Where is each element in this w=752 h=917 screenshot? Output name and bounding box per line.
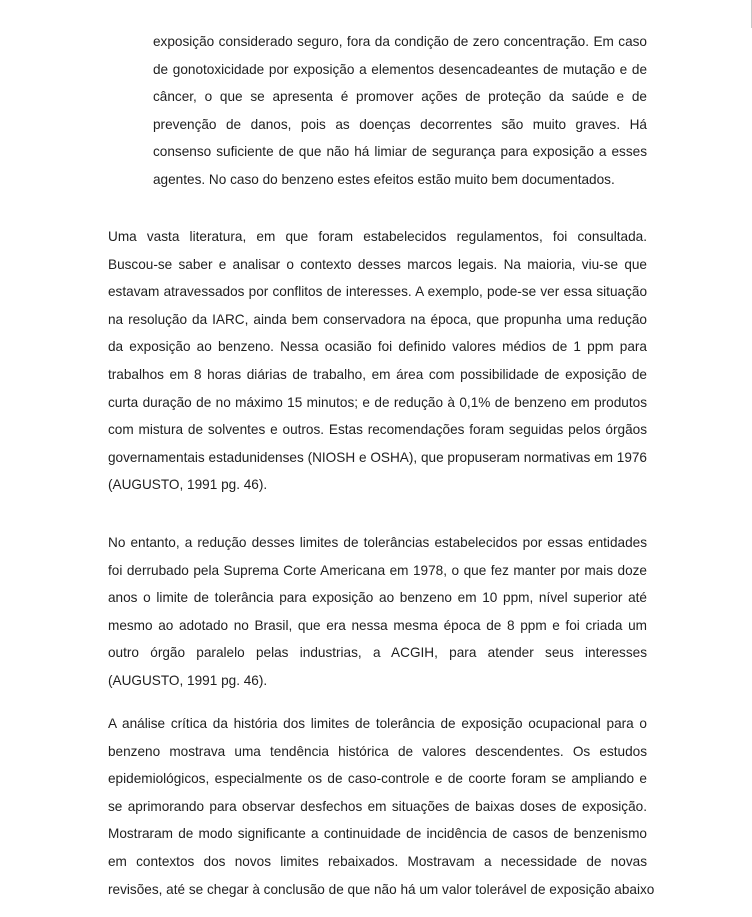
paragraph-line: da exposição ao benzeno. Nessa ocasião foi definido valores médios de 1 ppm para — [108, 339, 647, 355]
paragraph-critical-analysis — [108, 710, 655, 903]
quote-line: consenso suficiente de que não há limiar de segurança para exposição a esses — [153, 144, 647, 160]
paragraph-line: (AUGUSTO, 1991 pg. 46). — [108, 477, 268, 493]
paragraph-line: com mistura de solventes e outros. Estas recomendações foram seguidas pelos órgãos — [108, 422, 647, 438]
paragraph-line: em contextos dos novos limites rebaixados. Mostravam a necessidade de novas — [108, 853, 647, 869]
paragraph-supreme-court — [108, 529, 647, 695]
paragraph-line: No entanto, a redução desses limites de tolerâncias estabelecidos por essas entidades — [108, 535, 647, 550]
block-quote — [153, 28, 647, 194]
paragraph-line: Buscou-se saber e analisar o contexto desses marcos legais. Na maioria, viu-se que — [108, 256, 647, 272]
paragraph-line: Mostraram de modo significante a continuidade de incidência de casos de benzenismo — [108, 826, 647, 842]
paragraph-line: foi derrubado pela Suprema Corte Americana em 1978, o que fez manter por mais doze — [108, 562, 647, 578]
paragraph-line: revisões, até se chegar à conclusão de que não há um valor tolerável de exposição abaixo — [108, 881, 655, 897]
paragraph-line: (AUGUSTO, 1991 pg. 46). — [108, 672, 268, 688]
paragraph-line: na resolução da IARC, ainda bem conservadora na época, que propunha uma redução — [108, 311, 647, 327]
paragraph-line: epidemiológicos, especialmente os de caso-controle e de coorte foram se ampliando e — [108, 771, 647, 787]
paragraph-line: trabalhos em 8 horas diárias de trabalho, em área com possibilidade de exposição de — [108, 366, 647, 382]
quote-line: prevenção de danos, pois as doenças decorrentes são muito graves. Há — [153, 116, 647, 132]
paragraph-line: curta duração de no máximo 15 minutos; e de redução à 0,1% de benzeno em produtos — [108, 394, 647, 410]
paragraph-line: outro órgão paralelo pelas industrias, a ACGIH, para atender seus interesses — [108, 645, 647, 661]
paragraph-line: se aprimorando para observar desfechos em situações de baixas doses de exposição. — [108, 798, 647, 814]
paragraph-line: benzeno mostrava uma tendência histórica de valores descendentes. Os estudos — [108, 743, 647, 759]
paragraph-line: anos o limite de tolerância para exposição ao benzeno em 10 ppm, nível superior até — [108, 590, 647, 606]
paragraph-literature — [108, 223, 647, 499]
paragraph-line: Uma vasta literatura, em que foram estabelecidos regulamentos, foi consultada. — [108, 229, 647, 244]
paragraph-line: A análise crítica da história dos limites de tolerância de exposição ocupacional para o — [108, 716, 647, 731]
paragraph-line: governamentais estadunidenses (NIOSH e OSHA), que propuseram normativas em 1976 — [108, 449, 647, 465]
paragraph-line: mesmo ao adotado no Brasil, que era nessa mesma época de 8 ppm e foi criada um — [108, 617, 647, 633]
quote-line: exposição considerado seguro, fora da condição de zero concentração. Em caso — [153, 34, 647, 49]
quote-line: câncer, o que se apresenta é promover ações de proteção da saúde e de — [153, 89, 647, 105]
paragraph-line: estavam atravessados por conflitos de interesses. A exemplo, pode-se ver essa situação — [108, 284, 647, 300]
quote-line: agentes. No caso do benzeno estes efeitos estão muito bem documentados. — [153, 171, 615, 187]
quote-line: de gonotoxicidade por exposição a elementos desencadeantes de mutação e de — [153, 61, 647, 77]
